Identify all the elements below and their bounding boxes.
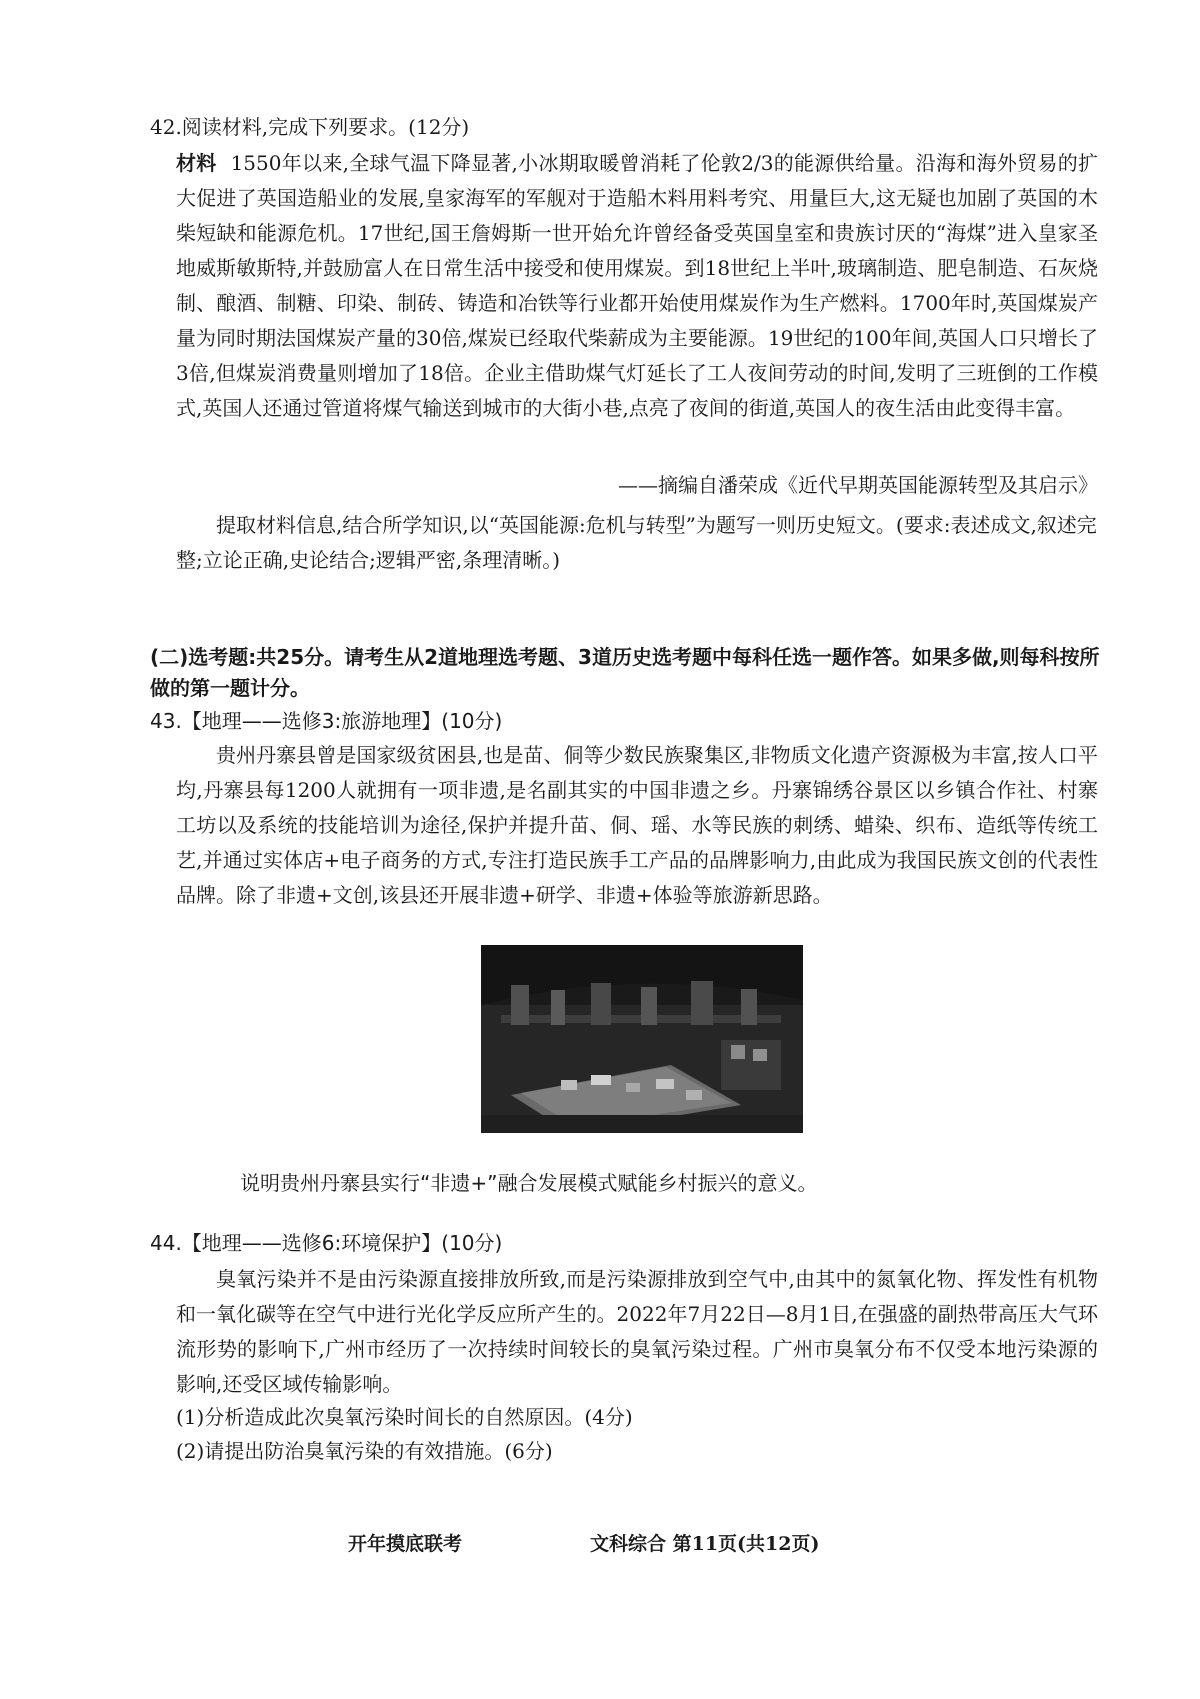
- material-source: ——摘编自潘荣成《近代早期英国能源转型及其启示》: [618, 473, 1098, 497]
- craft-shop-photo: [481, 945, 803, 1133]
- question-44-text: 臭氧污染并不是由污染源直接排放所致,而是污染源排放到空气中,由其中的氮氧化物、挥发性有机物和一氧化碳等在空气中进行光化学反应所产生的。2022年7月22日—8月1日,在强盛的副热带高压大气环流形势的影响下,广州市经历了一次持续时间较长的臭氧污染过程。广州市臭氧分布不仅受本地污染源的影响,还受区域传输影响。: [176, 1267, 1098, 1396]
- material-text: 1550年以来,全球气温下降显著,小冰期取暖曾消耗了伦敦2/3的能源供给量。沿海和海外贸易的扩大促进了英国造船业的发展,皇家海军的军舰对于造船木料用料考究、用量巨大,这无疑也加剧了英国的木柴短缺和能源危机。17世纪,国王詹姆斯一世开始允许曾经备受英国皇室和贵族讨厌的“海煤”进入皇家圣地威斯敏斯特,并鼓励富人在日常生活中接受和使用煤炭。到18世纪上半叶,玻璃制造、肥皂制造、石灰烧制、酿酒、制糖、印染、制砖、铸造和冶铁等行业都开始使用煤炭作为生产燃料。1700年时,英国煤炭产量为同时期法国煤炭产量的30倍,煤炭已经取代柴薪成为主要能源。19世纪的100年间,英国人口只增长了3倍,但煤炭消费量则增加了18倍。企业主借助煤气灯延长了工人夜间劳动的时间,发明了三班倒的工作模式,英国人还通过管道将煤气输送到城市的大街小巷,点亮了夜间的街道,英国人的夜生活由此变得丰富。: [176, 151, 1098, 420]
- question-44-sub-2: (2)请提出防治臭氧污染的有效措施。(6分): [176, 1439, 553, 1463]
- elective-section-instructions: (二)选考题:共25分。请考生从2道地理选考题、3道历史选考题中每科任选一题作答。如果多做,则每科按所做的第一题计分。: [150, 645, 1100, 700]
- question-42-task: 提取材料信息,结合所学知识,以“英国能源:危机与转型”为题写一则历史短文。(要求:表述成文,叙述完整;立论正确,史论结合;逻辑严密,条理清晰。): [176, 513, 1097, 572]
- question-44-title: 44.【地理——选修6:环境保护】(10分): [150, 1231, 503, 1255]
- question-42-material: [176, 146, 1098, 426]
- footer-exam-name: 开年摸底联考: [348, 1533, 463, 1555]
- footer-page-number: 文科综合 第11页(共12页): [590, 1533, 820, 1555]
- question-43-task: 说明贵州丹寨县实行“非遗+”融合发展模式赋能乡村振兴的意义。: [240, 1171, 818, 1195]
- question-44-sub-1: (1)分析造成此次臭氧污染时间长的自然原因。(4分): [176, 1405, 633, 1429]
- question-43-title: 43.【地理——选修3:旅游地理】(10分): [150, 709, 503, 733]
- question-43-text: 贵州丹寨县曾是国家级贫困县,也是苗、侗等少数民族聚集区,非物质文化遗产资源极为丰富,按人口平均,丹寨县每1200人就拥有一项非遗,是名副其实的中国非遗之乡。丹寨锦绣谷景区以乡镇合作社、村寨工坊以及系统的技能培训为途径,保护并提升苗、侗、瑶、水等民族的刺绣、蜡染、织布、造纸等传统工艺,并通过实体店+电子商务的方式,专注打造民族手工产品的品牌影响力,由此成为我国民族文创的代表性品牌。除了非遗+文创,该县还开展非遗+研学、非遗+体验等旅游新思路。: [176, 743, 1098, 907]
- question-42-title: 42.阅读材料,完成下列要求。(12分): [150, 115, 470, 139]
- material-label: 材料: [176, 151, 217, 175]
